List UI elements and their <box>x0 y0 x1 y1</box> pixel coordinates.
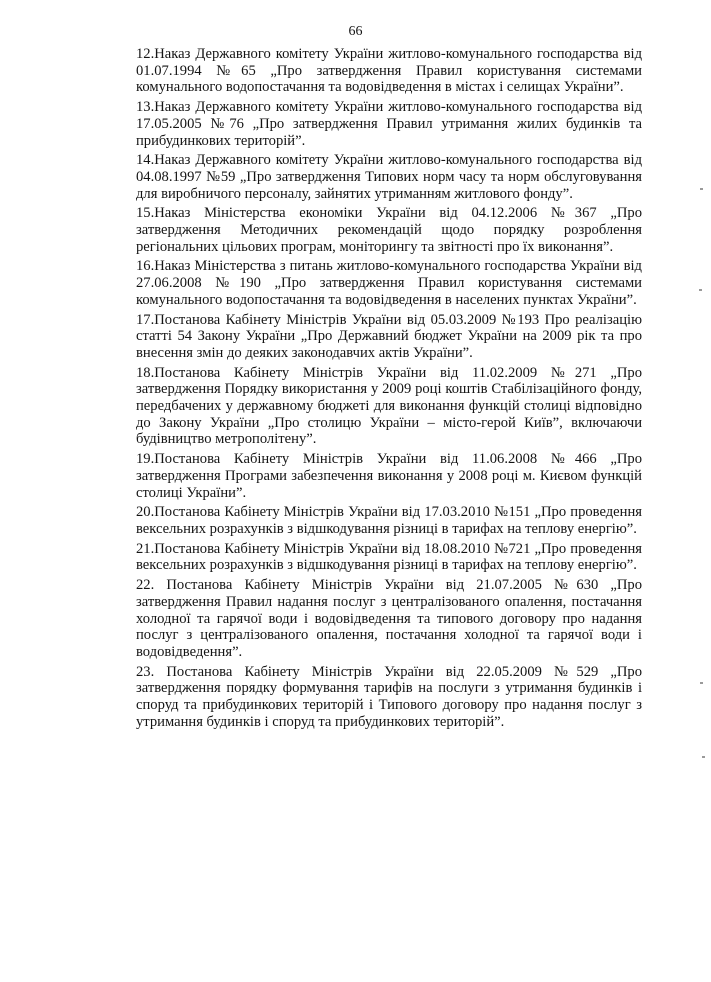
list-item <box>136 152 642 202</box>
scan-speck <box>699 289 702 291</box>
item-number: 19. <box>136 451 155 468</box>
list-item <box>136 312 642 362</box>
item-text: Наказ Державного комітету України житлово-комунального господарства від 01.07.1994 №65 „Про затвердження Правил користування системами комунального водопостачання та водовідведення в містах і селищах України”. <box>136 46 642 96</box>
scan-speck <box>700 682 703 684</box>
item-number: 23. <box>136 663 167 680</box>
item-number: 16. <box>136 258 155 275</box>
page-number: 66 <box>348 24 363 39</box>
item-text: Наказ Міністерства економіки України від 04.12.2006 №367 „Про затвердження Методичних рекомендацій щодо порядку розроблення регіональних цільових програм, моніторингу та звітності про їх виконання”. <box>136 205 642 255</box>
list-item <box>136 365 642 449</box>
item-text: Постанова Кабінету Міністрів України від 22.05.2009 №529 „Про затвердження порядку формування тарифів на послуги з утримання будинків і споруд та прибудинкових територій і Типового договору про надання послуг з утримання будинків і споруд та прибудинкових територій”. <box>136 663 642 730</box>
item-number: 12. <box>136 46 155 62</box>
item-number: 17. <box>136 311 155 328</box>
list-item <box>136 46 642 96</box>
item-text: Постанова Кабінету Міністрів України від 11.02.2009 №271 „Про затвердження Порядку використання у 2009 році коштів Стабілізаційного фонду, передбачених у державному бюджеті для виконання функцій столиці відповідно до Закону України „Про столицю України – місто-герой Київ”, включаючи будівництво метрополітену”. <box>136 364 642 448</box>
scan-speck <box>700 188 703 190</box>
item-text: Постанова Кабінету Міністрів України від 17.03.2010 №151 „Про проведення вексельних розрахунків з відшкодування різниці в тарифах на теплову енергію”. <box>136 504 642 537</box>
item-text: Постанова Кабінету Міністрів України від 05.03.2009 №193 Про реалізацію статті 54 Закону України „Про Державний бюджет України на 2009 рік та про внесення змін до деяких законодавчих актів України”. <box>136 311 642 361</box>
item-text: Наказ Міністерства з питань житлово-комунального господарства України від 27.06.2008 №190 „Про затвердження Правил користування системами комунального водопостачання та водовідведення в населених пунктах України”. <box>136 258 642 308</box>
list-item <box>136 577 642 661</box>
list-item <box>136 541 642 574</box>
list-item <box>136 664 642 731</box>
list-item <box>136 451 642 501</box>
reference-list <box>136 46 642 733</box>
list-item <box>136 205 642 255</box>
item-text: Постанова Кабінету Міністрів України від 11.06.2008 №466 „Про затвердження Програми забезпечення виконання у 2008 році м. Києвом функцій столиці України”. <box>136 451 642 501</box>
item-text: Наказ Державного комітету України житлово-комунального господарства від 04.08.1997 №59 „Про затвердження Типових норм часу та норм обслуговування для виробничого персоналу, зайнятих утриманням житлового фонду”. <box>136 152 642 202</box>
list-item <box>136 258 642 308</box>
item-text: Постанова Кабінету Міністрів України від 18.08.2010 №721 „Про проведення вексельних розрахунків з відшкодування різниці в тарифах на теплову енергію”. <box>136 540 642 574</box>
item-number: 18. <box>136 364 155 381</box>
item-number: 22. <box>136 577 167 594</box>
list-item <box>136 99 642 149</box>
item-number: 20. <box>136 504 155 521</box>
item-number: 15. <box>136 205 155 222</box>
item-number: 13. <box>136 99 155 116</box>
scan-speck <box>702 756 705 758</box>
item-number: 14. <box>136 152 155 169</box>
list-item <box>136 504 642 537</box>
item-text: Постанова Кабінету Міністрів України від 21.07.2005 №630 „Про затвердження Правил надання послуг з централізованого опалення, постачання холодної та гарячої води і водовідведення та типового договору про надання послуг з централізованого опалення, постачання холодної та гарячої води і водовідведення”. <box>136 577 642 660</box>
item-number: 21. <box>136 540 155 557</box>
item-text: Наказ Державного комітету України житлово-комунального господарства від 17.05.2005 №76 „Про затвердження Правил утримання жилих будинків та прибудинкових територій”. <box>136 99 642 149</box>
